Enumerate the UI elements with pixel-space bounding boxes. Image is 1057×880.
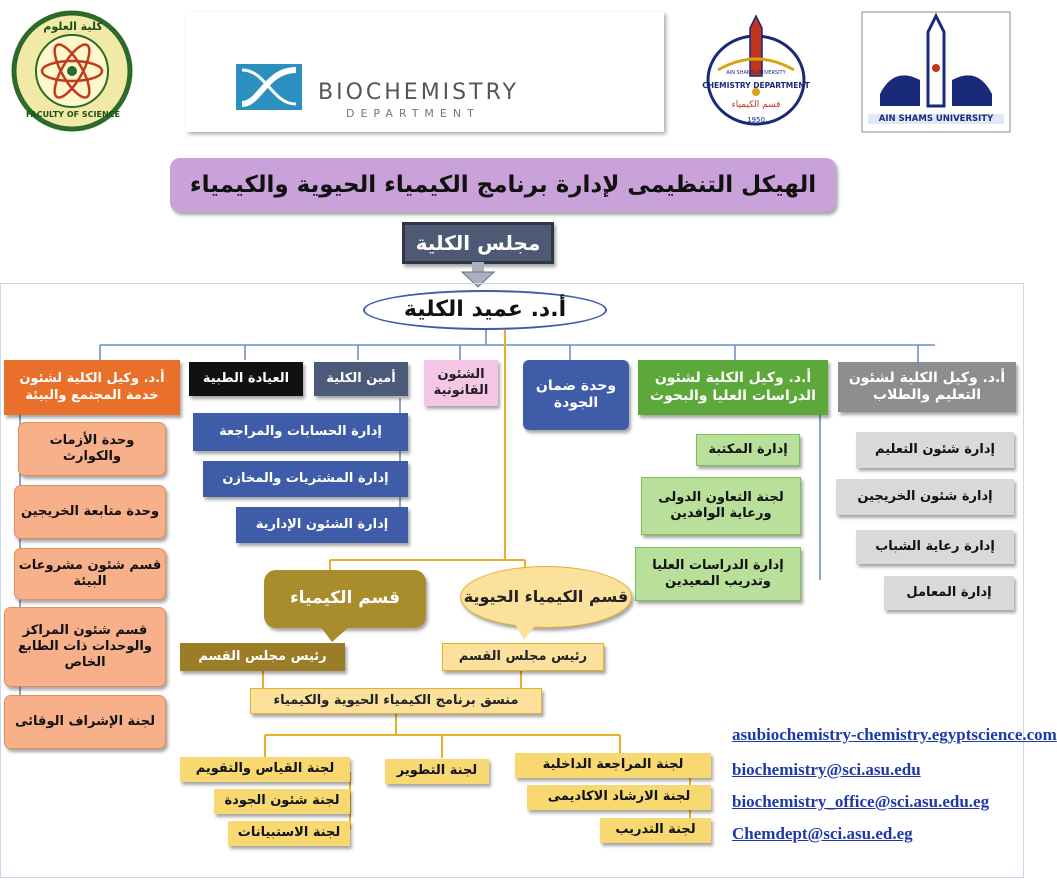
science-logo-english: FACULTY OF SCIENCE <box>25 110 121 119</box>
grad-unit-item <box>635 547 801 601</box>
website-link[interactable]: asubiochemistry-chemistry.egyptscience.com <box>732 725 1057 744</box>
grad-unit-label: إدارة الدراسات العليا وتدريب المعيدين <box>652 557 784 589</box>
medical-clinic-box <box>189 362 303 396</box>
committee-label: لجنة القياس والتقويم <box>195 761 335 777</box>
education-unit-label: إدارة رعاية الشباب <box>875 538 995 554</box>
dean-label: أ.د. عميد الكلية <box>403 297 567 323</box>
community-unit-item <box>18 422 166 476</box>
medical-clinic-label: العيادة الطبية <box>202 370 290 386</box>
quality-assurance-unit-label: وحدة ضمان الجودة <box>535 377 617 411</box>
legal-affairs-label: الشئون القانونية <box>433 366 489 398</box>
biochemistry-department-label: قسم الكيمياء الحيوية <box>463 587 629 606</box>
education-unit-item <box>856 432 1014 468</box>
quality-assurance-unit-box <box>523 360 629 430</box>
committee-label: لجنة المراجعة الداخلية <box>542 757 684 773</box>
education-vice-dean-box <box>838 362 1016 412</box>
community-unit-label: قسم شئون مشروعات البيئة <box>18 557 162 589</box>
community-unit-label: قسم شئون المراكز والوحدات ذات الطابع الخاص <box>18 622 152 671</box>
education-unit-item <box>836 479 1014 515</box>
secretary-unit-label: إدارة الحسابات والمراجعة <box>219 423 382 439</box>
grad-studies-vice-dean-label: أ.د. وكيل الكلية لشئون الدراسات العليا والبحوث <box>650 370 816 404</box>
page-title-text: الهيكل التنظيمى لإدارة برنامج الكيمياء الحيوية والكيمياء <box>189 171 817 198</box>
biochemistry-department-box <box>460 566 632 628</box>
committee-item <box>180 757 350 782</box>
science-logo-arabic: كلية العلوم <box>43 20 103 33</box>
biochemistry-head-label: رئيس مجلس القسم <box>458 648 588 664</box>
chemistry-head-box <box>180 643 345 671</box>
committee-label: لجنة الارشاد الاكاديمى <box>547 789 691 805</box>
grad-unit-item <box>696 434 800 466</box>
committee-item <box>515 753 711 778</box>
education-unit-item <box>884 576 1014 610</box>
committee-label: لجنة شئون الجودة <box>224 793 340 809</box>
grad-unit-label: لجنة التعاون الدولى ورعاية الوافدين <box>658 489 784 521</box>
program-coordinator-label: منسق برنامج الكيمياء الحيوية والكيمياء <box>273 692 519 708</box>
development-committee-label: لجنة التطوير <box>396 763 478 779</box>
biochem-logo-title: BIOCHEMISTRY <box>318 80 519 105</box>
grad-studies-vice-dean-box <box>638 360 828 415</box>
email-link[interactable]: biochemistry@sci.asu.edu <box>732 760 921 779</box>
education-vice-dean-label: أ.د. وكيل الكلية لشئون التعليم والطلاب <box>848 369 1006 403</box>
email-link[interactable]: biochemistry_office@sci.asu.edu.eg <box>732 792 990 811</box>
grad-unit-item <box>641 477 801 535</box>
dean-box <box>363 290 607 330</box>
asu-logo-english: AIN SHAMS UNIVERSITY <box>868 114 1004 124</box>
faculty-secretary-label: أمين الكلية <box>326 370 396 386</box>
committee-label: لجنة التدريب <box>615 822 696 838</box>
faculty-secretary-box <box>314 362 408 396</box>
education-unit-item <box>856 530 1014 564</box>
grad-unit-label: إدارة المكتبة <box>708 441 788 457</box>
education-unit-label: إدارة المعامل <box>906 584 992 600</box>
secretary-unit-label: إدارة الشئون الإدارية <box>255 516 389 532</box>
chem-logo-english: CHEMISTRY DEPARTMENT <box>702 81 810 90</box>
development-committee-box <box>385 759 489 784</box>
chemistry-department-box <box>264 570 426 628</box>
secretary-unit-item <box>203 461 408 497</box>
chem-logo-year: 1950 <box>747 116 765 124</box>
committee-item <box>228 821 350 846</box>
biochemistry-callout-pointer <box>514 622 538 640</box>
email-link[interactable]: Chemdept@sci.asu.ed.eg <box>732 824 913 843</box>
education-unit-label: إدارة شئون التعليم <box>875 441 995 457</box>
chem-logo-arabic: قسم الكيمياء <box>731 100 781 110</box>
legal-affairs-box <box>424 360 498 406</box>
secretary-unit-label: إدارة المشتريات والمخازن <box>222 470 389 486</box>
committee-item <box>600 818 711 843</box>
secretary-unit-item <box>236 507 408 543</box>
community-unit-label: وحدة الأزمات والكوارث <box>49 432 135 464</box>
biochem-logo-subtitle: DEPARTMENT <box>346 107 480 120</box>
community-unit-item <box>4 607 166 687</box>
faculty-council-label: مجلس الكلية <box>415 230 541 255</box>
committee-label: لجنة الاستبيانات <box>237 825 341 841</box>
biochemistry-head-box <box>442 643 604 671</box>
community-unit-item <box>14 548 166 600</box>
chemistry-head-label: رئيس مجلس القسم <box>198 648 327 664</box>
committee-item <box>214 789 350 814</box>
chemistry-callout-pointer <box>320 626 350 642</box>
community-unit-item <box>14 485 166 539</box>
community-vice-dean-box <box>4 360 180 415</box>
program-coordinator-box <box>250 688 542 714</box>
community-unit-label: وحدة متابعة الخريجين <box>20 503 160 519</box>
chemistry-department-label: قسم الكيمياء <box>289 588 401 609</box>
secretary-unit-item <box>193 413 408 451</box>
committee-item <box>527 785 711 810</box>
chem-logo-sub: AIN SHAMS UNIVERSITY <box>726 70 786 76</box>
community-vice-dean-label: أ.د. وكيل الكلية لشئون خدمة المجتمع والبيئة <box>19 371 165 403</box>
community-unit-label: لجنة الإشراف الوقائى <box>15 713 155 729</box>
education-unit-label: إدارة شئون الخريجين <box>857 488 993 504</box>
community-unit-item <box>4 695 166 749</box>
